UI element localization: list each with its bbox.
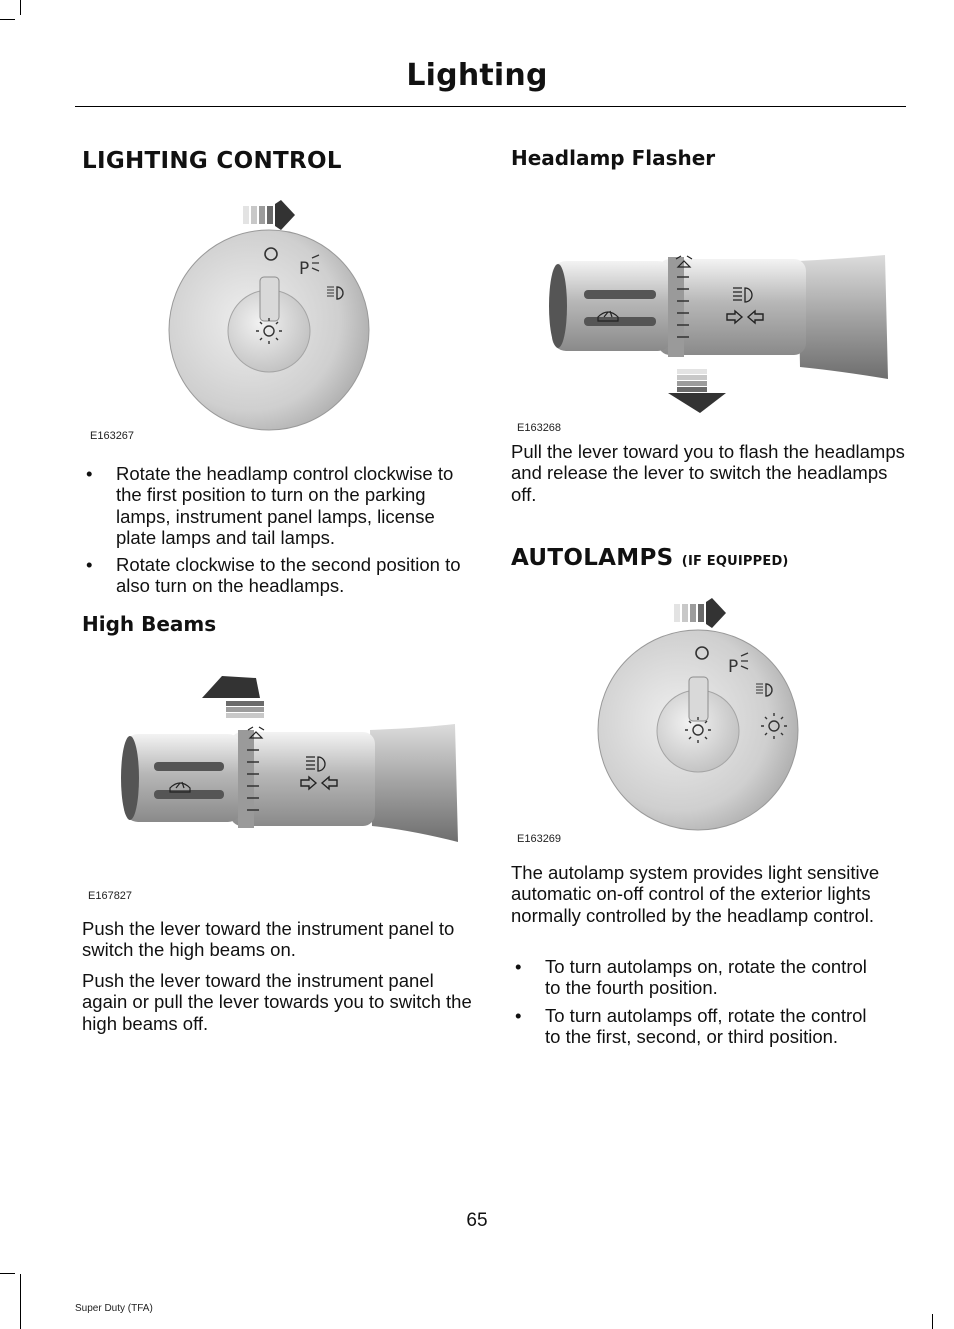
autolamps-title: AUTOLAMPS (511, 545, 674, 571)
bullet-text: Rotate the headlamp control clockwise to the first position to turn on the parking lamps, instrument panel lamps, license plate lamps and tail lamps. (116, 463, 454, 548)
svg-text:P: P (728, 657, 739, 677)
high-beam-lever-figure (110, 670, 460, 860)
autolamps-suffix: (IF EQUIPPED) (681, 554, 789, 569)
figure-code: E167827 (88, 890, 133, 902)
svg-text:P: P (299, 259, 310, 279)
high-beams-heading: High Beams (82, 612, 217, 636)
lighting-control-bullets (86, 463, 476, 597)
high-beams-paragraph: Push the lever toward the instrument panel again or pull the lever towards you to switch the high beams off. (82, 970, 472, 1034)
crop-mark (20, 1274, 21, 1329)
bullet-text: To turn autolamps on, rotate the control to the fourth position. (545, 956, 867, 999)
list-item: • Rotate the headlamp control clockwise to the first position to turn on the parking lamps, instrument panel lamps, license plate lamps and tail lamps. (86, 463, 454, 548)
page-header-title: Lighting (406, 58, 548, 93)
autolamps-bullets (515, 956, 885, 1047)
figure-code: E163269 (517, 833, 562, 845)
autolamps-heading (511, 545, 789, 571)
page-number: 65 (466, 1210, 488, 1231)
autolamps-paragraph: The autolamp system provides light sensitive automatic on-off control of the exterior lights normally controlled by the headlamp control. (511, 862, 880, 926)
list-item: • To turn autolamps on, rotate the control to the fourth position. (515, 956, 867, 999)
header-rule (75, 106, 906, 107)
crop-mark (20, 0, 21, 15)
headlamp-flasher-paragraph: Pull the lever toward you to flash the headlamps and release the lever to switch the headlamps off. (511, 441, 905, 505)
bullet-text: To turn autolamps off, rotate the control to the first, second, or third position. (545, 1004, 867, 1047)
footer-text: Super Duty (TFA) (75, 1303, 153, 1314)
high-beams-paragraph: Push the lever toward the instrument panel to switch the high beams on. (82, 918, 455, 961)
arrow-icon (668, 369, 726, 413)
headlamp-flasher-heading: Headlamp Flasher (511, 146, 716, 170)
list-item: • To turn autolamps off, rotate the control to the first, second, or third position. (515, 1004, 867, 1047)
bullet-text: Rotate clockwise to the second position to also turn on the headlamps. (116, 554, 461, 597)
headlamp-flasher-figure (540, 245, 890, 420)
crop-mark (0, 19, 15, 20)
crop-mark (0, 1273, 15, 1274)
lighting-control-heading: LIGHTING CONTROL (82, 148, 342, 174)
figure-code: E163267 (90, 430, 135, 442)
arrow-icon (243, 200, 295, 230)
arrow-icon (674, 598, 726, 628)
headlamp-switch-figure (165, 198, 375, 438)
figure-code: E163268 (517, 422, 562, 434)
crop-mark (932, 1314, 933, 1329)
arrow-icon (202, 676, 264, 718)
list-item: • Rotate clockwise to the second position to also turn on the headlamps. (86, 554, 461, 597)
autolamp-switch-figure (594, 598, 804, 838)
